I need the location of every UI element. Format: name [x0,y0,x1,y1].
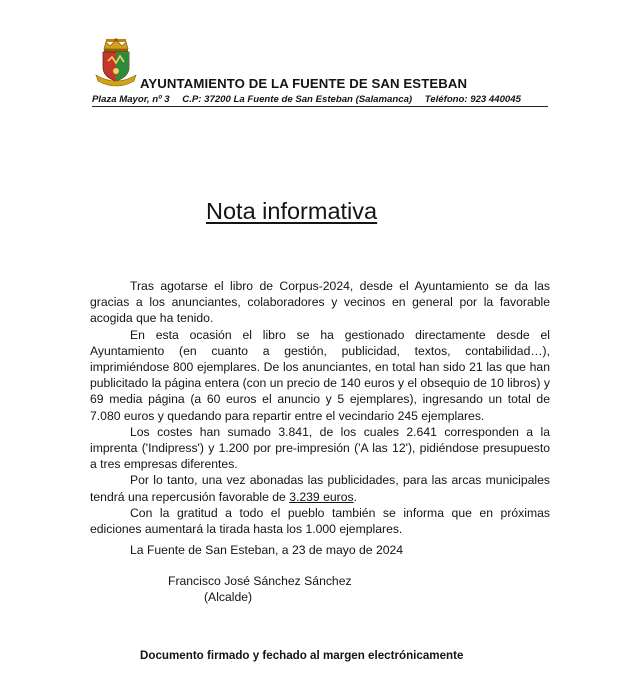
paragraph-1: Tras agotarse el libro de Corpus-2024, desde el Ayuntamiento se da las gracias a los anunciantes, colaboradores y vecinos en general por la favorable acogida que ha tenido. [90,279,550,326]
address-text: Plaza Mayor, nº 3 [92,94,170,105]
document-body [90,278,550,537]
header-contact-line [92,94,531,105]
place-and-date: La Fuente de San Esteban, a 23 de mayo de 2024 [130,543,404,557]
organization-name: AYUNTAMIENTO DE LA FUENTE DE SAN ESTEBAN [140,76,468,91]
signer-role: (Alcalde) [204,590,253,604]
postal-text: C.P: 37200 La Fuente de San Esteban (Salamanca) [182,94,413,105]
paragraph-2: En esta ocasión el libro se ha gestionado directamente desde el Ayuntamiento (en cuanto a gestión, publicidad, textos, contabilidad…), imprimiéndose 800 ejemplares. De los anunciantes, en total han sido 21 las que han publicitado la página entera (con un precio de 140 euros y el obsequio de 10 libros) y 69 media página (a 60 euros el anuncio y 5 ejemplares), ingresando un total de 7.080 euros y quedando para repartir entre el vecindario 245 ejemplares. [90,327,550,423]
header-divider [92,106,548,107]
paragraph-4-text: Por lo tanto, una vez abonadas las publicidades, para las arcas municipales tendrá una repercusión favorable de [90,473,550,504]
paragraph-4-end: . [353,489,357,504]
document-title: Nota informativa [206,198,378,224]
phone-text: Teléfono: 923 440045 [424,94,521,105]
paragraph-4 [90,472,550,504]
electronic-signature-note: Documento firmado y fechado al margen electrónicamente [140,649,464,662]
paragraph-5: Con la gratitud a todo el pueblo también se informa que en próximas ediciones aumentará la tirada hasta los 1.000 ejemplares. [90,505,550,537]
signer-name: Francisco José Sánchez Sánchez [168,574,352,588]
favorable-amount: 3.239 euros [289,489,354,504]
municipal-coat-of-arms-icon [94,37,138,89]
paragraph-3: Los costes han sumado 3.841, de los cuales 2.641 corresponden a la imprenta ('Indipress') y 1.200 por pre-impresión ('A las 12'), pidiéndose presupuesto a tres empresas diferentes. [90,424,550,472]
